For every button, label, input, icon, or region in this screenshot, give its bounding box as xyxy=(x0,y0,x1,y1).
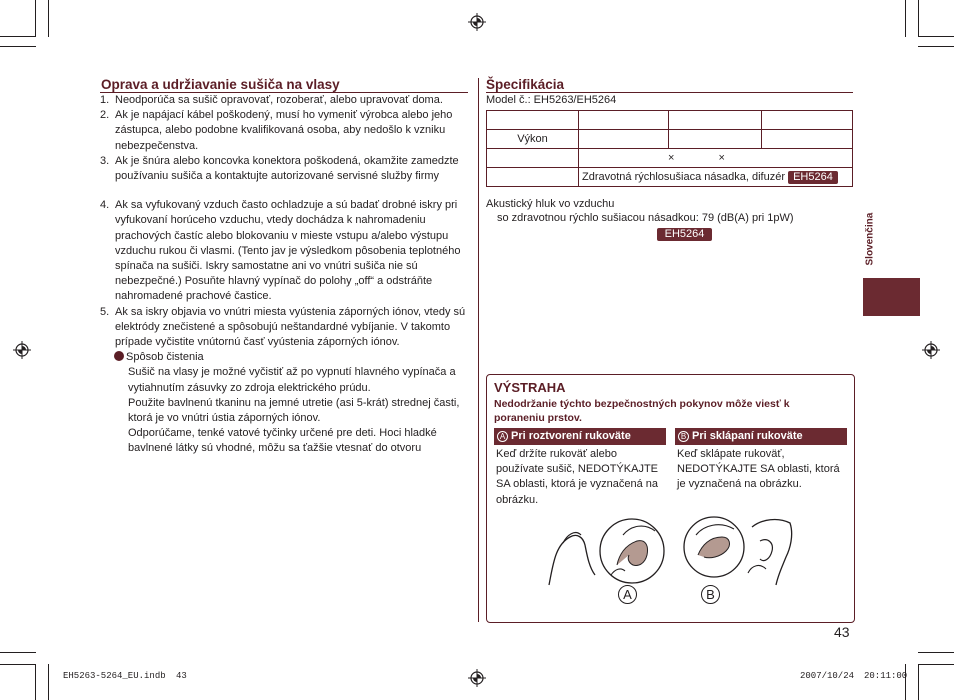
spec-label: Výkon xyxy=(487,130,579,149)
list-item: 5. Ak sa iskry objavia vo vnútri miesta vyústenia záporných iónov, vtedy sú elektródy znečistené a spôsobujú neštandardné vybíjanie. V takomto prípade vyčistite vnútornú časť vyústenia záporných iónov. xyxy=(100,305,466,349)
col-a-header: A Pri roztvorení rukoväte xyxy=(494,428,666,445)
registration-mark-icon xyxy=(922,341,940,359)
crop-mark xyxy=(35,664,36,700)
repair-list xyxy=(100,93,470,457)
crop-mark xyxy=(48,0,49,37)
figure-b-illustration xyxy=(682,515,807,587)
crop-mark xyxy=(918,664,919,700)
section-title-spec: Špecifikácia xyxy=(486,77,565,92)
list-item: 1. Neodporúča sa sušič opravovať, rozoberať, alebo upravovať doma. xyxy=(100,94,443,106)
bullet-icon xyxy=(114,351,124,361)
footer-file: EH5263-5264_EU.indb xyxy=(63,671,166,681)
warning-subtitle: Nedodržanie týchto bezpečnostných pokynov môže viesť k poraneniu prstov. xyxy=(494,398,790,424)
crop-mark xyxy=(918,652,954,653)
crop-mark xyxy=(905,664,906,700)
crop-mark xyxy=(918,46,954,47)
list-item: 4. Ak sa vyfukovaný vzduch často ochladzuje a sú badať drobné iskry pri vyfukovaní horúceho vzduchu, vtedy dochádza k nahromadeniu prachových častíc alebo blokovaniu v mieste vstupu a/alebo výstupu vzduchu rukou či vlasmi. (Tento jav je výsledkom pôsobenia teplotného spínača na sušiči. Iskry samostatne ani vo vnútri sušiča nie sú nebezpečné.) Posuňte hlavný vypínač do polohy „off“ a odstráňte nahromadené prachové častice. xyxy=(100,199,461,303)
crop-mark xyxy=(0,664,36,665)
figure-a-label: A xyxy=(618,585,637,604)
page-number: 43 xyxy=(834,624,850,640)
crop-mark xyxy=(918,664,954,665)
title-underline xyxy=(486,92,853,93)
language-tab xyxy=(863,278,920,316)
list-item: 3. Ak je šnúra alebo koncovka konektora poškodená, okamžite zamedzte používaniu sušiča a kontaktujte autorizované servisné služby firmy xyxy=(100,154,459,183)
figure-a-illustration xyxy=(545,515,670,587)
spec-cell: × × xyxy=(579,149,853,168)
registration-mark-icon xyxy=(468,13,486,31)
crop-mark xyxy=(0,652,36,653)
crop-mark xyxy=(918,36,954,37)
figure-b-label: B xyxy=(701,585,720,604)
col-a-text: Keď držíte rukoväť alebo používate sušič, NEDOTÝKAJTE SA oblasti, ktorá je vyznačená na obrázku. xyxy=(496,448,659,506)
crop-mark xyxy=(48,664,49,700)
language-label: Slovenčina xyxy=(864,212,876,266)
cleaning-paragraph: Sušič na vlasy je možné vyčistiť až po vypnutí hlavného vypínača a vytiahnutím zásuvky zo zdroja elektrického prúdu. xyxy=(128,366,456,394)
cleaning-heading: Spôsob čistenia xyxy=(100,350,470,365)
model-badge: EH5264 xyxy=(657,228,712,241)
warning-box xyxy=(486,374,855,623)
cleaning-paragraph: Použite bavlnenú tkaninu na jemné utretie (asi 5-krát) strednej časti, ktorá je vo vnútri ústia záporných iónov. xyxy=(128,396,460,425)
crop-mark xyxy=(0,46,36,47)
crop-mark xyxy=(905,0,906,37)
warning-title: VÝSTRAHA xyxy=(494,380,566,395)
spec-cell: Zdravotná rýchlosušiaca násadka, difuzér EH5264 xyxy=(579,168,853,187)
noise-title: Akustický hluk vo vzduchu xyxy=(486,198,615,210)
column-divider xyxy=(478,78,479,622)
noise-value: so zdravotnou rýchlo sušiacou násadkou: 79 (dB(A) pri 1pW) xyxy=(497,212,794,224)
registration-mark-icon xyxy=(13,341,31,359)
section-title-repair: Oprava a udržiavanie sušiča na vlasy xyxy=(101,77,340,92)
crop-mark xyxy=(0,36,36,37)
registration-mark-icon xyxy=(468,669,486,687)
model-badge: EH5264 xyxy=(788,171,838,184)
footer-date: 2007/10/24 xyxy=(800,671,855,681)
footer-time: 20:11:00 xyxy=(864,671,908,681)
spec-table xyxy=(486,110,853,187)
cleaning-paragraph: Odporúčame, tenké vatové tyčinky určené pre deti. Hoci hladké bavlnené látky sú vhodné, môžu sa ťažšie vtesnať do otvoru xyxy=(128,427,437,455)
col-b-text: Keď sklápate rukoväť, NEDOTÝKAJTE SA oblasti, ktorá je vyznačená na obrázku. xyxy=(677,448,840,491)
crop-mark xyxy=(918,0,919,37)
crop-mark xyxy=(35,0,36,37)
list-item: 2. Ak je napájací kábel poškodený, musí ho vymeniť výrobca alebo jeho zástupca, alebo podobne kvalifikovaná osoba, aby nedošlo k vzniku nebezpečenstva. xyxy=(100,109,453,152)
footer-page: 43 xyxy=(176,671,187,681)
model-number: Model č.: EH5263/EH5264 xyxy=(486,94,617,106)
col-b-header: B Pri sklápaní rukoväte xyxy=(675,428,847,445)
